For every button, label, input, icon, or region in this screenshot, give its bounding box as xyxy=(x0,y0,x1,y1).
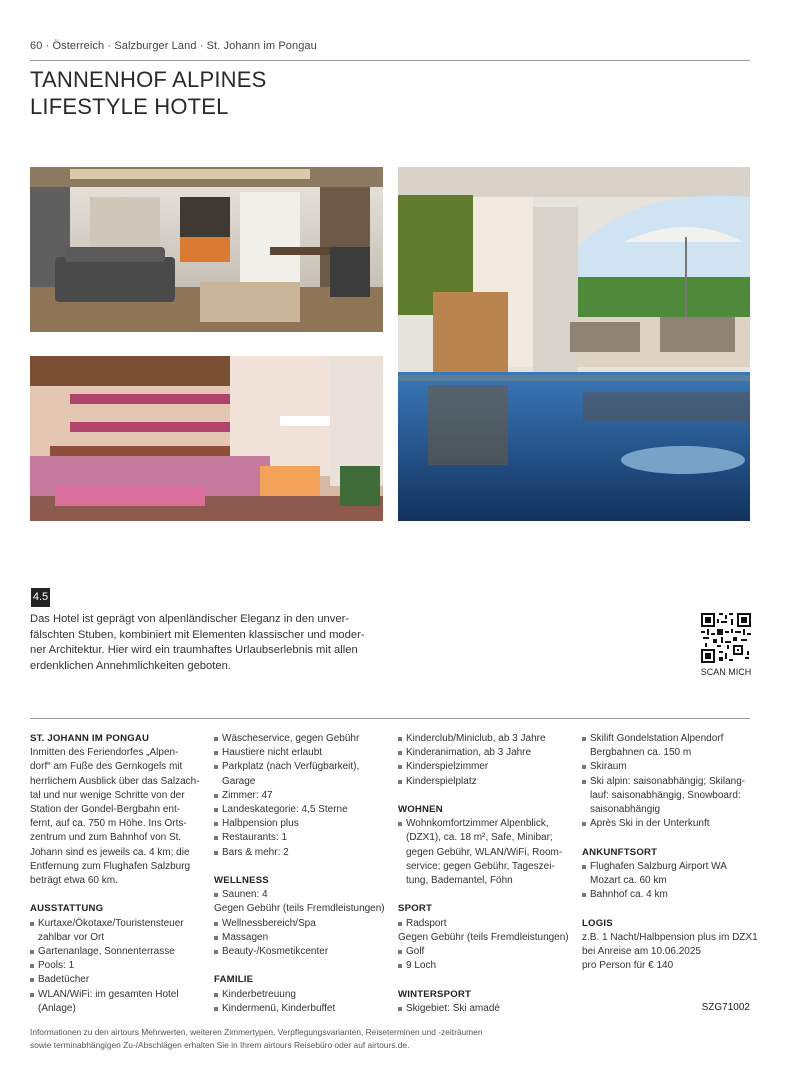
list-item: Beauty-/Kosmetikcenter xyxy=(214,945,389,959)
list-item: Skilift Gondelstation Alpendorf xyxy=(582,732,752,746)
list-item: Kinderspielplatz xyxy=(398,775,573,789)
list-item: Wellnessbereich/Spa xyxy=(214,917,389,931)
list-item-continuation: service; gegen Gebühr, Tageszei- xyxy=(406,860,555,872)
list-item: Halbpension plus xyxy=(214,817,389,831)
location-text: Entfernung zum Flughafen Salzburg xyxy=(30,860,191,872)
list-item: Radsport xyxy=(398,917,573,931)
list-item-continuation: zahlbar vor Ort xyxy=(38,931,105,943)
list-item: Massagen xyxy=(214,931,389,945)
list-item: Après Ski in der Unterkunft xyxy=(582,817,752,831)
list-item: Kinderbetreuung xyxy=(214,988,389,1002)
list-item: Zimmer: 47 xyxy=(214,789,389,803)
location-text: herrlichem Ausblick über das Salzach- xyxy=(30,775,200,787)
list-item: Wohnkomfortzimmer Alpenblick, xyxy=(398,817,573,831)
header-divider xyxy=(30,60,750,61)
list-item: Skigebiet: Ski amadé xyxy=(398,1002,573,1016)
footer-line: Informationen zu den airtours Mehrwerten, weiteren Zimmertypen, Verpflegungsvarianten, Reiseterminen und -zeiträumen xyxy=(30,1027,483,1037)
title-line-1: TANNENHOF ALPINES xyxy=(30,67,267,92)
wohnen-heading: WOHNEN xyxy=(398,804,443,815)
list-item: Ski alpin: saisonabhängig; Skilang- xyxy=(582,775,752,789)
ausstattung-heading: AUSSTATTUNG xyxy=(30,903,104,915)
list-item: Parkplatz (nach Verfügbarkeit), xyxy=(214,760,389,774)
lounge-photo xyxy=(30,167,383,332)
location-text: Station der Gondel-Bergbahn ent- xyxy=(30,804,181,816)
section-divider xyxy=(30,718,750,719)
list-item: Haustiere nicht erlaubt xyxy=(214,746,389,760)
list-item-continuation: lauf: saisonabhängig, Snowboard: xyxy=(590,789,741,801)
sport-heading: SPORT xyxy=(398,903,433,915)
list-item-continuation: (Anlage) xyxy=(38,1002,76,1014)
location-text: tal und nur wenige Schritte von der xyxy=(30,789,185,801)
location-text: dorf“ am Fuße des Gernkogels mit xyxy=(30,761,183,773)
fee-note: Gegen Gebühr (teils Fremdleistungen) xyxy=(398,931,569,943)
intro-text xyxy=(30,612,390,674)
logis-text: pro Person für € 140 xyxy=(582,960,674,972)
list-item-continuation: tung, Bademantel, Föhn xyxy=(406,875,513,887)
list-item-continuation: saisonabhängig xyxy=(590,804,661,816)
list-item-continuation: Garage xyxy=(222,775,256,787)
familie-heading: FAMILIE xyxy=(214,974,254,986)
logis-text: z.B. 1 Nacht/Halbpension plus im DZX1 xyxy=(582,931,758,943)
location-text: beträgt etwa 60 km. xyxy=(30,875,118,887)
rating-badge: 4.5 xyxy=(31,588,50,607)
list-item: Restaurants: 1 xyxy=(214,831,389,845)
ankunft-heading: ANKUNFTSORT xyxy=(582,846,658,858)
info-column-4 xyxy=(582,732,758,973)
footer-note xyxy=(30,1026,482,1051)
list-item: Kurtaxe/Ökotaxe/Touristensteuer xyxy=(30,917,200,931)
list-item: Kinderanimation, ab 3 Jahre xyxy=(398,746,573,760)
intro-line: erdenklichen Annehmlichkeiten geboten. xyxy=(30,659,231,672)
list-item: Bars & mehr: 2 xyxy=(214,846,389,860)
location-text: Johann sind es jeweils ca. 4 km; die xyxy=(30,846,190,858)
info-column-2 xyxy=(214,732,389,1016)
list-item-continuation: Bergbahnen ca. 150 m xyxy=(590,747,692,759)
list-item-continuation: (DZX1), ca. 18 m², Safe, Minibar; xyxy=(406,832,553,844)
fee-note: Gegen Gebühr (teils Fremdleistungen) xyxy=(214,903,385,915)
qr-code-icon[interactable] xyxy=(701,613,751,663)
list-item: Wäscheservice, gegen Gebühr xyxy=(214,732,389,746)
list-item-continuation: Mozart ca. 60 km xyxy=(590,875,667,887)
list-item: Saunen: 4 xyxy=(214,888,389,902)
list-item: Badetücher xyxy=(30,973,200,987)
qr-label: SCAN MICH xyxy=(700,667,752,677)
pool-photo xyxy=(398,167,750,521)
list-item: Kinderspielzimmer xyxy=(398,760,573,774)
list-item: Bahnhof ca. 4 km xyxy=(582,888,752,902)
list-item: Golf xyxy=(398,945,573,959)
location-heading: ST. JOHANN IM PONGAU xyxy=(30,733,150,744)
location-text: zentrum und zum Bahnhof von St. xyxy=(30,832,182,844)
list-item: Kindermenü, Kinderbuffet xyxy=(214,1002,389,1016)
intro-line: Das Hotel ist geprägt von alpenländischer Eleganz in den unver- xyxy=(30,613,350,625)
list-item: Flughafen Salzburg Airport WA xyxy=(582,860,752,874)
intro-line: ner Architektur. Hier wird ein traumhaftes Urlaubserlebnis mit allen xyxy=(30,644,358,656)
list-item: Gartenanlage, Sonnenterrasse xyxy=(30,945,200,959)
list-item: Skiraum xyxy=(582,760,752,774)
list-item: 9 Loch xyxy=(398,959,573,973)
logis-text: bei Anreise am 10.06.2025 xyxy=(582,946,701,958)
footer-line: sowie terminabhängigen Zu-/Abschlägen erhalten Sie in Ihrem airtours Reisebüro oder auf airtours.de. xyxy=(30,1039,410,1050)
intro-line: fälschten Stuben, kombiniert mit Elementen klassischer und moder- xyxy=(30,628,365,641)
list-item: WLAN/WiFi: im gesamten Hotel xyxy=(30,988,200,1002)
logis-heading: LOGIS xyxy=(582,917,613,929)
wellness-heading: WELLNESS xyxy=(214,875,269,887)
breadcrumb: 60 · Österreich · Salzburger Land · St. Johann im Pongau xyxy=(30,40,317,52)
wintersport-heading: WINTERSPORT xyxy=(398,988,472,1000)
offer-code: SZG71002 xyxy=(701,1002,750,1013)
location-text: Inmitten des Feriendorfes „Alpen- xyxy=(30,747,179,759)
list-item: Kinderclub/Miniclub, ab 3 Jahre xyxy=(398,732,573,746)
list-item: Pools: 1 xyxy=(30,959,200,973)
list-item-continuation: gegen Gebühr, WLAN/WiFi, Room- xyxy=(406,846,563,858)
info-column-3 xyxy=(398,732,573,1016)
title-line-2: LIFESTYLE HOTEL xyxy=(30,94,229,119)
page-title xyxy=(30,66,266,120)
list-item: Landeskategorie: 4,5 Sterne xyxy=(214,803,389,817)
location-text: fernt, auf ca. 750 m Höhe. Ins Orts- xyxy=(30,818,187,830)
facade-photo xyxy=(30,356,383,521)
info-column-1 xyxy=(30,732,200,1016)
